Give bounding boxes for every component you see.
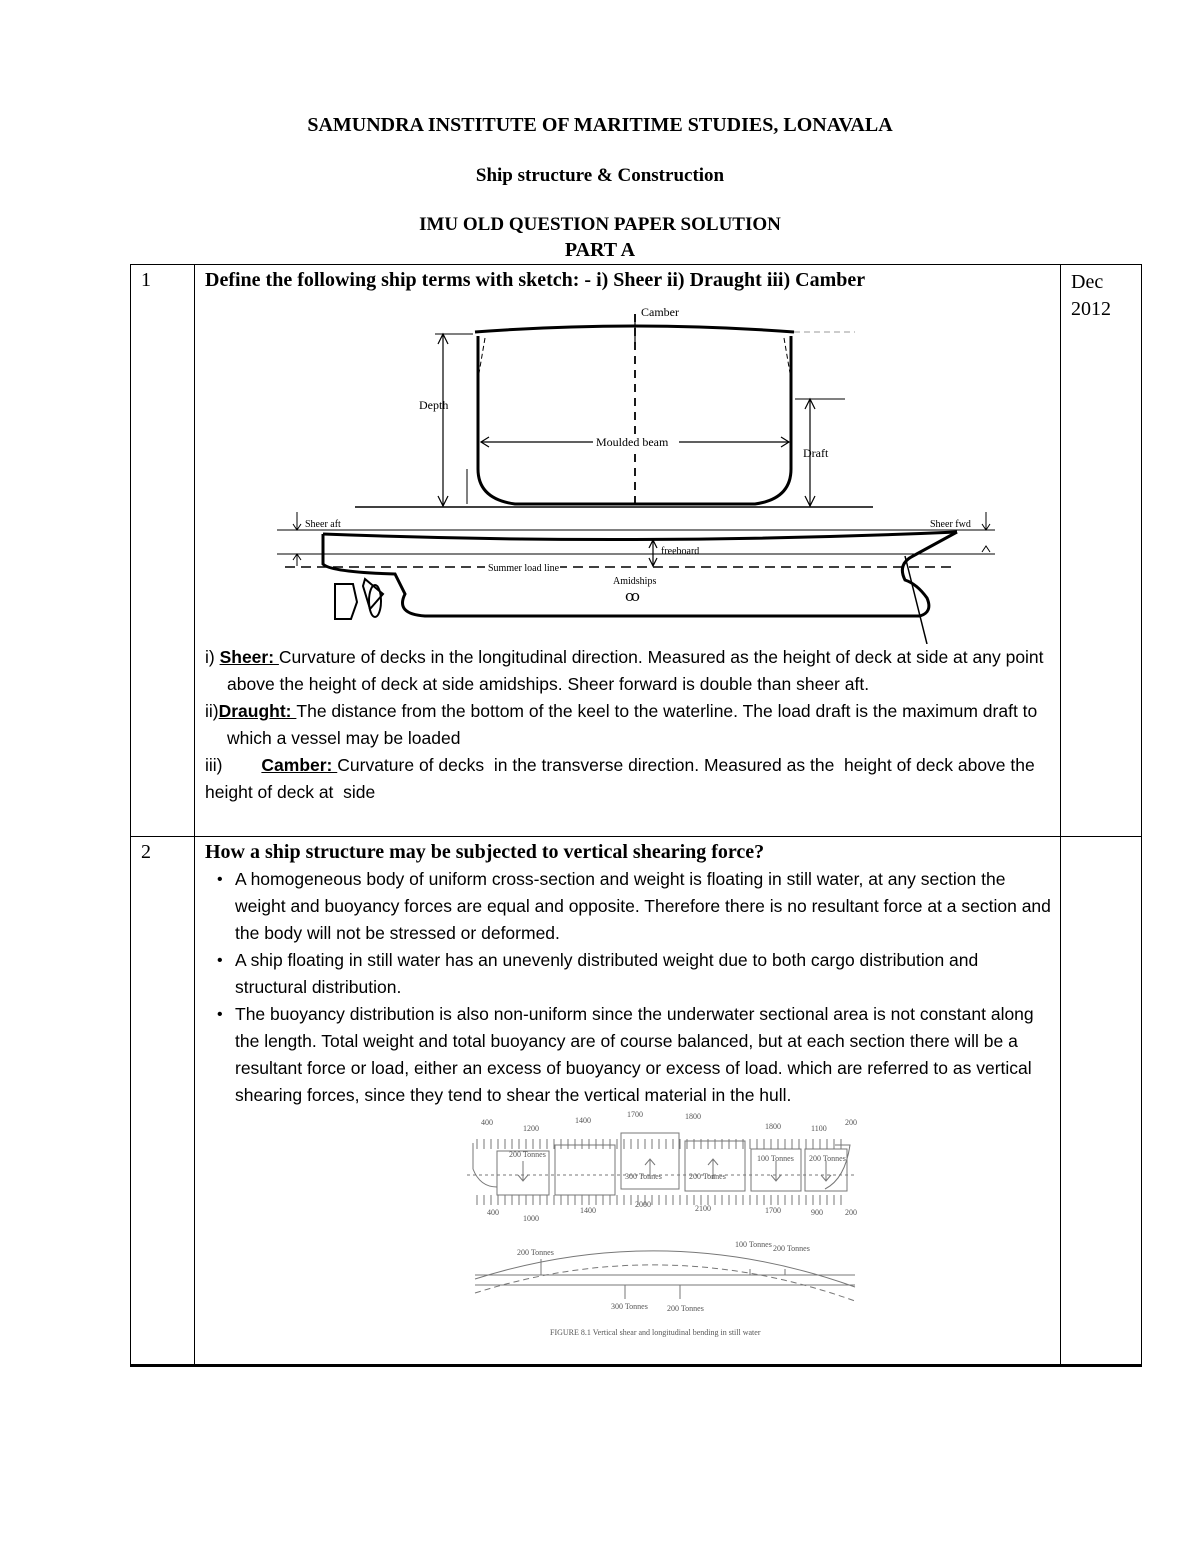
table-row (131, 265, 1142, 837)
question-text: Define the following ship terms with sketch: - i) Sheer ii) Draught iii) Camber (205, 269, 866, 291)
question-number: 2 (131, 837, 195, 1366)
term-camber: Camber: (261, 755, 338, 775)
subject-title: Ship structure & Construction (475, 165, 725, 186)
list-item: • The buoyancy distribution is also non-uniform since the underwater sectional area is not constant along the length. Total weight and total buoyancy are of course balanced, but at each section there will be a resultant force or load, either an excess of buoyancy or excess of load. which are referred to as vertical shearing forces, since they tend to shear the vertical material in the hull. (235, 1001, 1052, 1109)
term-sheer: Sheer: (219, 647, 279, 667)
shear-bending-figure (205, 1109, 1053, 1339)
weight-label: 1800 (685, 1112, 701, 1121)
box-load-label: 100 Tonnes (757, 1154, 794, 1163)
beam-load-label: 200 Tonnes (667, 1304, 704, 1313)
summer-load-line-label: Summer load line (488, 563, 560, 574)
beam-load-label: 100 Tonnes (735, 1240, 772, 1249)
buoyancy-label: 1000 (523, 1214, 539, 1223)
ship-terms-diagram (205, 294, 1053, 644)
figure-caption: FIGURE 8.1 Vertical shear and longitudinal bending in still water (550, 1328, 761, 1337)
sheer-fwd-label: Sheer fwd (930, 519, 971, 530)
moulded-beam-label: Moulded beam (596, 435, 669, 449)
table-row (131, 837, 1142, 1366)
institute-title: SAMUNDRA INSTITUTE OF MARITIME STUDIES, LONAVALA (307, 114, 893, 136)
camber-label: Camber (641, 305, 679, 319)
amidships-label: Amidships (613, 576, 657, 587)
camber-definition: Curvature of decks in the transverse direction. Measured as the height of deck above the height of deck at side (205, 755, 1040, 802)
box-load-label: 200 Tonnes (689, 1172, 726, 1181)
weight-label: 200 (845, 1118, 857, 1127)
question-date (1061, 837, 1142, 1366)
term-draught: Draught: (218, 701, 297, 721)
beam-load-label: 200 Tonnes (773, 1244, 810, 1253)
buoyancy-label: 2000 (635, 1200, 651, 1209)
buoyancy-label: 200 (845, 1208, 857, 1217)
question-content (195, 837, 1061, 1366)
answer-block (205, 644, 1052, 806)
weight-label: 400 (481, 1118, 493, 1127)
weight-label: 1400 (575, 1116, 591, 1125)
answer-prefix: ii) (205, 701, 219, 721)
weight-label: 1700 (627, 1110, 643, 1119)
box-load-label: 200 Tonnes (509, 1150, 546, 1159)
sheer-definition: Curvature of decks in the longitudinal direction. Measured as the height of deck at side at any point above the height of deck at side amidships. Sheer forward is double than sheer aft. (227, 647, 1044, 694)
bullet-list (205, 866, 1052, 1109)
part-title: PART A (564, 239, 636, 261)
question-table (130, 264, 1142, 1367)
list-item: • A ship floating in still water has an unevenly distributed weight due to both cargo distribution and structural distribution. (235, 947, 1052, 1001)
buoyancy-label: 2100 (695, 1204, 711, 1213)
beam-load-label: 200 Tonnes (517, 1248, 554, 1257)
freeboard-label: freeboard (661, 546, 700, 557)
question-text: How a ship structure may be subjected to vertical shearing force? (205, 841, 765, 863)
depth-label: Depth (419, 398, 449, 412)
question-number: 1 (131, 265, 195, 837)
box-load-label: 300 Tonnes (625, 1172, 662, 1181)
beam-load-label: 300 Tonnes (611, 1302, 648, 1311)
buoyancy-label: 1700 (765, 1206, 781, 1215)
weight-label: 1200 (523, 1124, 539, 1133)
buoyancy-label: 400 (487, 1208, 499, 1217)
sheer-aft-label: Sheer aft (305, 519, 341, 530)
list-item: • A homogeneous body of uniform cross-section and weight is floating in still water, at any section the weight and buoyancy forces are equal and opposite. Therefore there is no resultant force at a section and the body will not be stressed or deformed. (235, 866, 1052, 947)
amidships-symbol: ꝏ (625, 589, 640, 605)
buoyancy-label: 900 (811, 1208, 823, 1217)
draught-definition: The distance from the bottom of the keel to the waterline. The load draft is the maximum draft to which a vessel may be loaded (227, 701, 1038, 748)
box-load-label: 200 Tonnes (809, 1154, 846, 1163)
answer-prefix: iii) (205, 755, 262, 775)
question-date: Dec 2012 (1061, 265, 1142, 837)
question-content (195, 265, 1061, 837)
answer-prefix: i) (205, 647, 220, 667)
draft-label: Draft (803, 446, 829, 460)
weight-label: 1100 (811, 1124, 827, 1133)
paper-title: IMU OLD QUESTION PAPER SOLUTION (419, 214, 781, 235)
buoyancy-label: 1400 (580, 1206, 596, 1215)
weight-label: 1800 (765, 1122, 781, 1131)
